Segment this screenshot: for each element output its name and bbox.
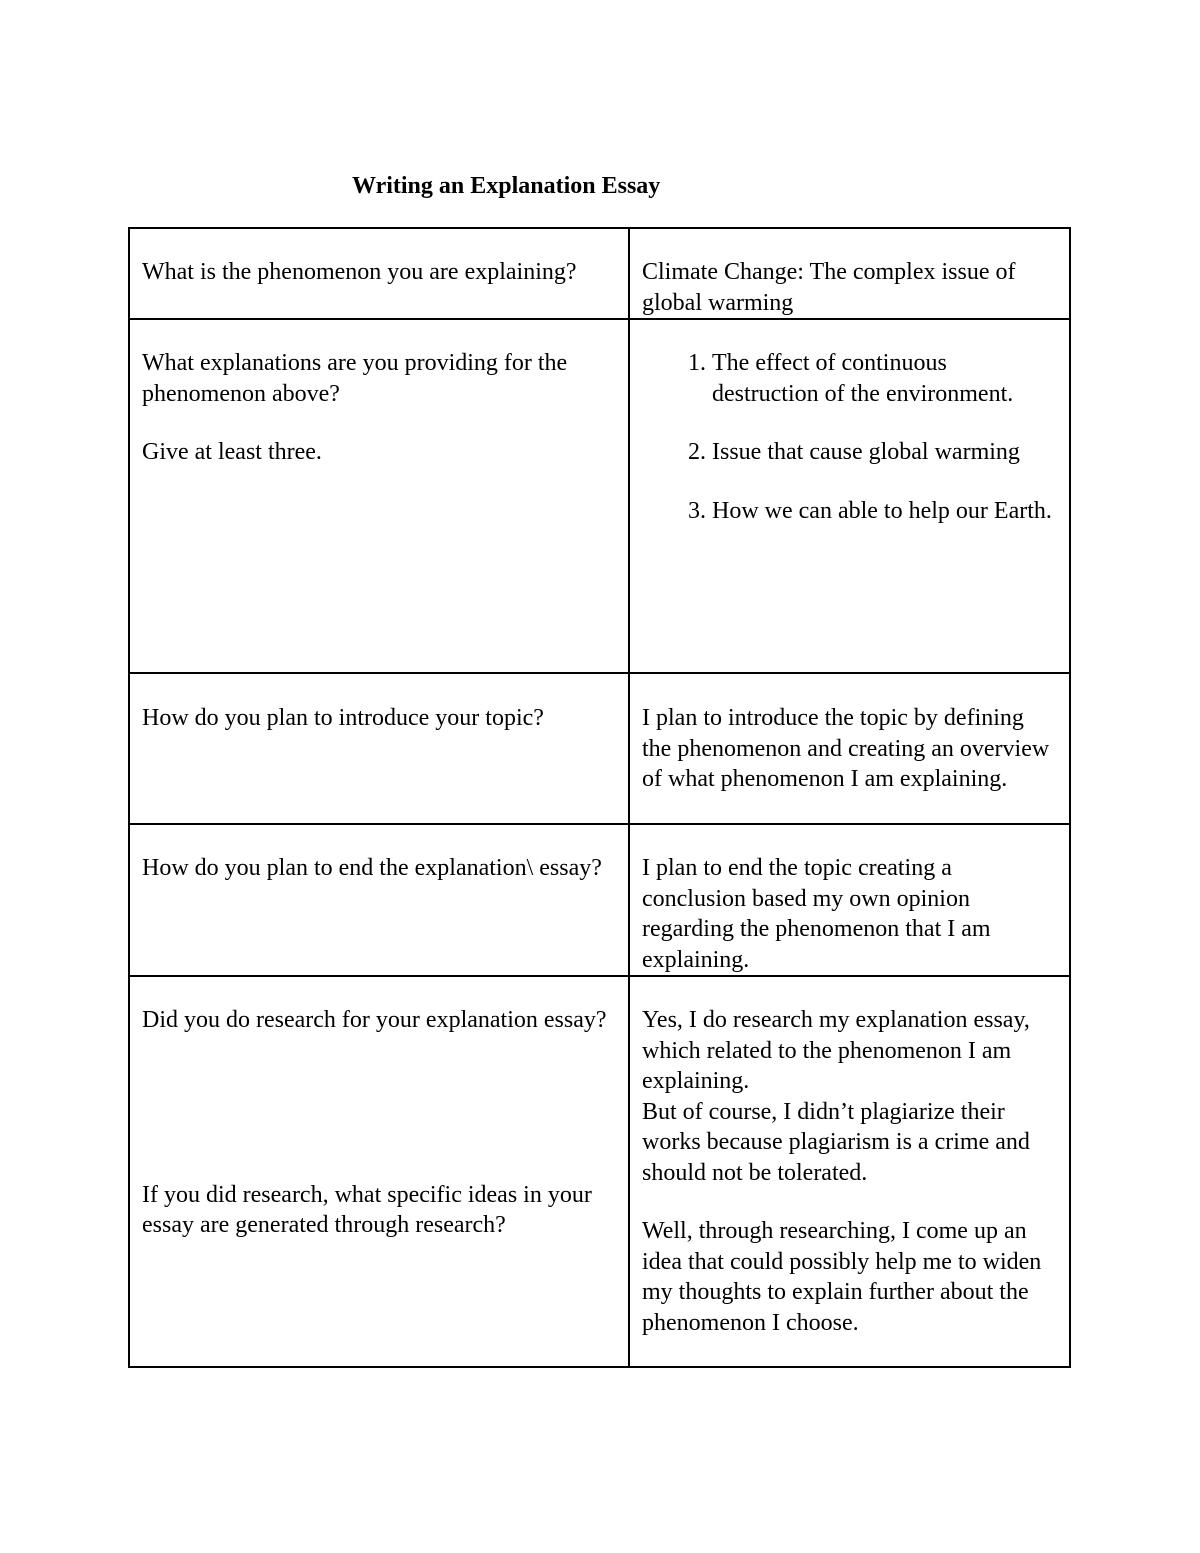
answer-text: Climate Change: The complex issue of global warming bbox=[642, 259, 1016, 316]
list-item: 1. The effect of continuous destruction of the environment. bbox=[712, 348, 1059, 409]
essay-planning-table bbox=[128, 227, 1071, 1368]
question-cell bbox=[129, 673, 629, 824]
table-row bbox=[129, 673, 1070, 824]
answer-cell bbox=[629, 319, 1070, 673]
question-text: What explanations are you providing for the phenomenon above? bbox=[142, 350, 568, 407]
answer-cell bbox=[629, 824, 1070, 976]
question-text: What is the phenomenon you are explaining? bbox=[142, 259, 577, 285]
list-item: 2. Issue that cause global warming bbox=[712, 437, 1059, 468]
answer-text: But of course, I didn’t plagiarize their works because plagiarism is a crime and should not be tolerated. bbox=[642, 1098, 1030, 1186]
question-cell bbox=[129, 319, 629, 673]
question-cell bbox=[129, 824, 629, 976]
question-cell bbox=[129, 976, 629, 1367]
followup-question-text: If you did research, what specific ideas in your essay are generated through research? bbox=[142, 1181, 592, 1238]
answer-cell bbox=[629, 673, 1070, 824]
table-row bbox=[129, 319, 1070, 673]
question-cell bbox=[129, 228, 629, 319]
document-title: Writing an Explanation Essay bbox=[352, 173, 661, 199]
answer-cell bbox=[629, 228, 1070, 319]
answer-cell bbox=[629, 976, 1070, 1367]
question-text: Did you do research for your explanation essay? bbox=[142, 1007, 607, 1033]
followup-answer-text: Well, through researching, I come up an idea that could possibly help me to widen my thoughts to explain further about the phenomenon I choose. bbox=[642, 1218, 1042, 1336]
question-note: Give at least three. bbox=[142, 439, 322, 465]
explanations-list bbox=[642, 348, 1059, 526]
table-row bbox=[129, 976, 1070, 1367]
table-row bbox=[129, 228, 1070, 319]
list-item: 3. How we can able to help our Earth. bbox=[712, 496, 1059, 527]
answer-text: I plan to end the topic creating a conclusion based my own opinion regarding the phenomenon that I am explaining. bbox=[642, 855, 991, 973]
answer-text: I plan to introduce the topic by defining the phenomenon and creating an overview of what phenomenon I am explaining. bbox=[642, 705, 1050, 792]
question-text: How do you plan to introduce your topic? bbox=[142, 705, 544, 731]
table-row bbox=[129, 824, 1070, 976]
question-text: How do you plan to end the explanation\ essay? bbox=[142, 855, 602, 881]
answer-text: Yes, I do research my explanation essay, which related to the phenomenon I am explaining. bbox=[642, 1007, 1030, 1094]
